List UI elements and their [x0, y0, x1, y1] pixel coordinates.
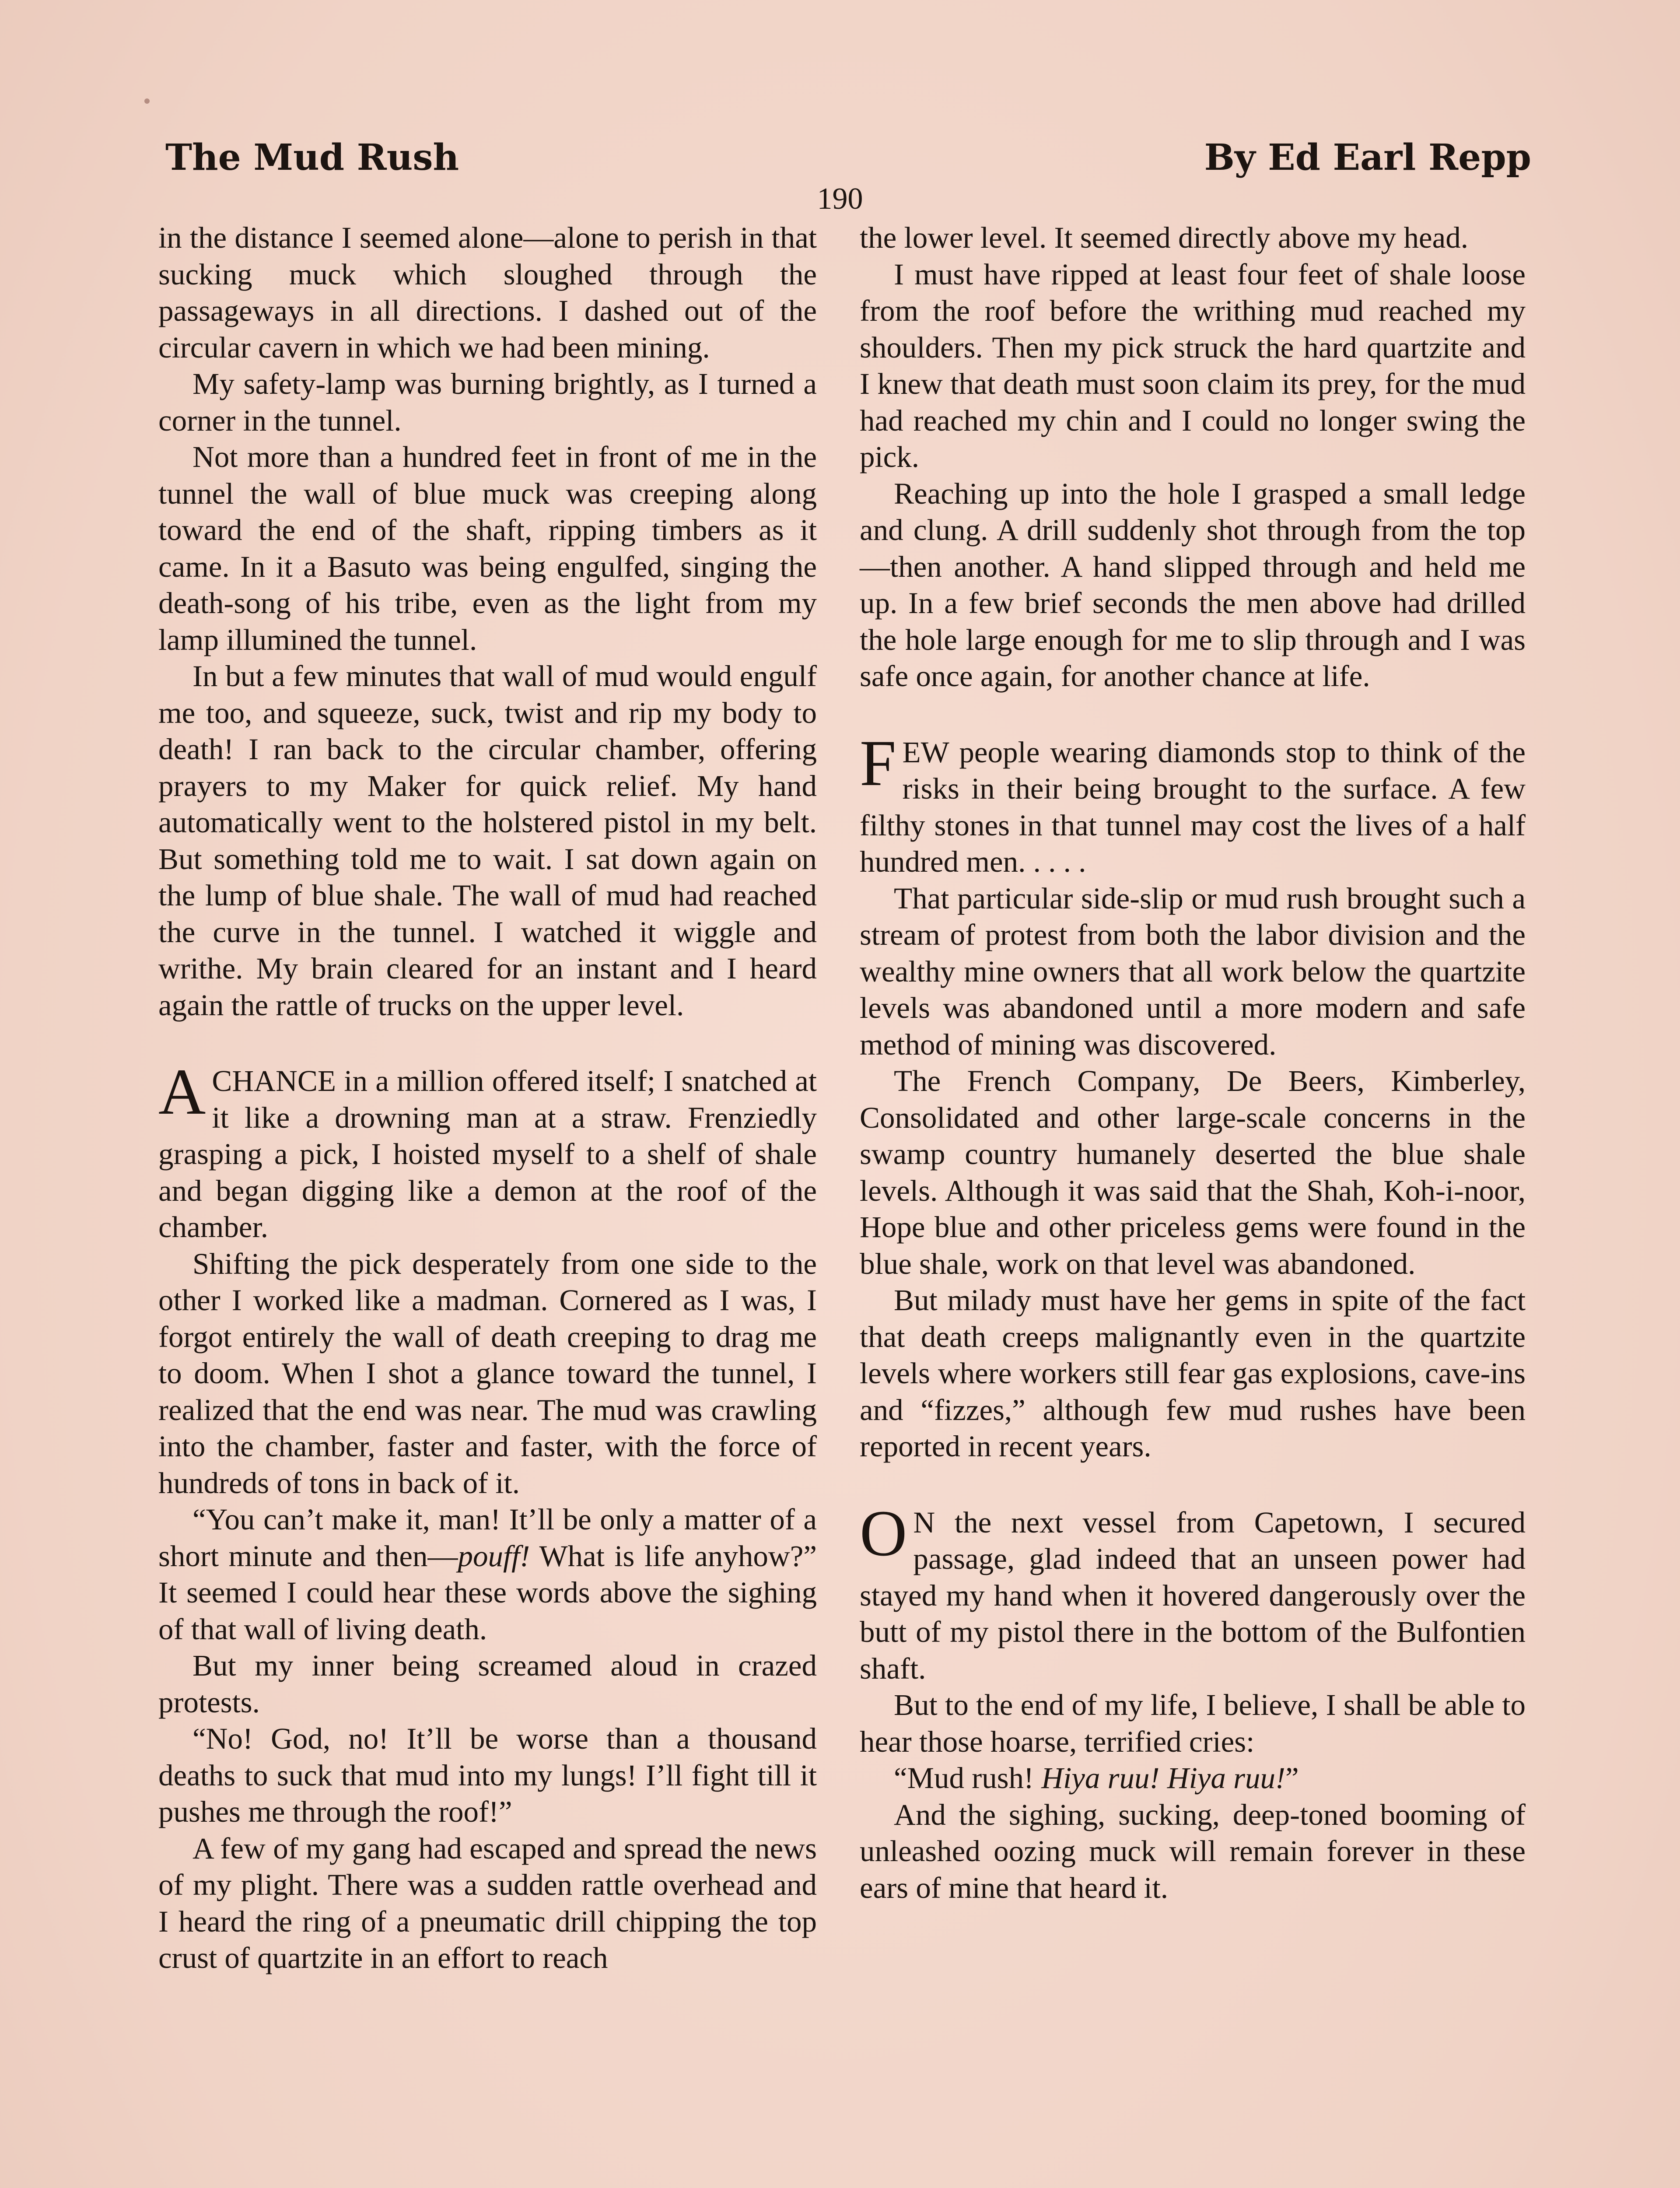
- paragraph: A few of my gang had escaped and spread the news of my plight. There was a sudden rattle overhead and I heard the ring of a pneumatic drill chipping the top crust of quartzite in an effort to reach: [158, 1831, 817, 1974]
- paragraph-text: CHANCE in a million offered itself; I snatched at it like a drowning man at a straw. Frenziedly grasping a pick, I hoisted myself to a shelf of shale and began digging like a demon at the roof of the chamber.: [158, 1064, 817, 1244]
- paragraph: Reaching up into the hole I grasped a small ledge and clung. A drill suddenly shot through from the top—then another. A hand slipped through and held me up. In a few brief seconds the men above had drilled the hole large enough for me to slip through and I was safe once again, for another chance at life.: [860, 477, 1526, 693]
- paragraph: in the distance I seemed alone—alone to perish in that sucking muck which sloughed through the passageways in all directions. I dashed out of the circular cavern in which we had been mining.: [158, 221, 817, 364]
- paragraph: The French Company, De Beers, Kimberley, Consolidated and other large-scale concerns in the swamp country humanely deserted the blue shale levels. Although it was said that the Shah, Koh-i-noor, Hope blue and other priceless gems were found in the blue shale, work on that level was abandoned.: [860, 1064, 1526, 1280]
- paragraph-text: What is life anyhow?” It seemed I could hear these words above the sighing of that wall of living death.: [158, 1539, 817, 1646]
- story-title: The Mud Rush: [165, 137, 459, 179]
- story-author: By Ed Earl Repp: [1204, 137, 1531, 179]
- italic-text: pouff!: [458, 1539, 530, 1573]
- running-header: [165, 129, 1531, 186]
- paragraph: In but a few minutes that wall of mud would engulf me too, and squeeze, suck, twist and rip my body to death! I ran back to the circular chamber, offering prayers to my Maker for quick relief. My hand automatically went to the holstered pistol in my belt. But something told me to wait. I sat down again on the lump of blue shale. The wall of mud had reached the curve in the tunnel. I watched it wiggle and writhe. My brain cleared for an instant and I heard again the rattle of trucks on the upper level.: [158, 659, 817, 1022]
- paragraph-dropcap: [158, 1055, 817, 1246]
- left-column: [158, 220, 817, 1977]
- paragraph-text: N the next vessel from Capetown, I secured passage, glad indeed that an unseen power had stayed my hand when it hovered dangerously over the butt of my pistol there in the bottom of the Bulfontien shaft.: [860, 1505, 1526, 1685]
- right-column: [860, 220, 1526, 1906]
- paragraph: [860, 1760, 1526, 1797]
- paragraph-dropcap: [860, 1497, 1526, 1687]
- drop-cap: O: [860, 1497, 907, 1570]
- print-speck: [144, 98, 150, 104]
- paragraph-text: “You can’t make it, man! It’ll be only a matter of a short minute and then—: [158, 1503, 817, 1573]
- paragraph-text: ”: [1285, 1761, 1299, 1795]
- paragraph: But my inner being screamed aloud in crazed protests.: [158, 1649, 817, 1719]
- paragraph: “No! God, no! It’ll be worse than a thousand deaths to suck that mud into my lungs! I’ll fight till it pushes me through the roof!”: [158, 1722, 817, 1828]
- paragraph: But to the end of my life, I believe, I shall be able to hear those hoarse, terrified cries:: [860, 1688, 1526, 1758]
- paragraph: [158, 1501, 817, 1648]
- page-number: 190: [817, 182, 863, 216]
- paragraph: But milady must have her gems in spite of the fact that death creeps malignantly even in the quartzite levels where workers still fear gas explosions, cave-ins and “fizzes,” although few mud rushes have been reported in recent years.: [860, 1283, 1526, 1463]
- paragraph: the lower level. It seemed directly above my head.: [860, 221, 1468, 254]
- paragraph: I must have ripped at least four feet of shale loose from the roof before the writhing mud reached my shoulders. Then my pick struck the hard quartzite and I knew that death must soon claim its prey, for the mud had reached my chin and I could no longer swing the pick.: [860, 257, 1526, 473]
- paragraph-dropcap: [860, 726, 1526, 880]
- paragraph: That particular side-slip or mud rush brought such a stream of protest from both the labor division and the wealthy mine owners that all work below the quartzite levels was abandoned until a more modern and safe method of mining was discovered.: [860, 881, 1526, 1061]
- paragraph: And the sighing, sucking, deep-toned booming of unleashed oozing muck will remain forever in these ears of mine that heard it.: [860, 1798, 1526, 1904]
- paragraph-text: “Mud rush!: [894, 1761, 1042, 1795]
- paragraph: Shifting the pick desperately from one side to the other I worked like a madman. Cornered as I was, I forgot entirely the wall of death creeping to drag me to doom. When I shot a glance toward the tunnel, I realized that the end was near. The mud was crawling into the chamber, faster and faster, with the force of hundreds of tons in back of it.: [158, 1247, 817, 1500]
- paragraph: My safety-lamp was burning brightly, as I turned a corner in the tunnel.: [158, 367, 817, 437]
- italic-text: Hiya ruu! Hiya ruu!: [1041, 1761, 1285, 1795]
- drop-cap: A: [158, 1055, 206, 1128]
- paragraph: Not more than a hundred feet in front of me in the tunnel the wall of blue muck was creeping along toward the end of the shaft, ripping timbers as it came. In it a Basuto was being engulfed, singing the death-song of his tribe, even as the light from my lamp illumined the tunnel.: [158, 440, 817, 656]
- drop-cap: F: [860, 726, 896, 799]
- paragraph-text: EW people wearing diamonds stop to think of the risks in their being brought to the surface. A few filthy stones in that tunnel may cost the lives of a half hundred men. . . . .: [860, 735, 1526, 878]
